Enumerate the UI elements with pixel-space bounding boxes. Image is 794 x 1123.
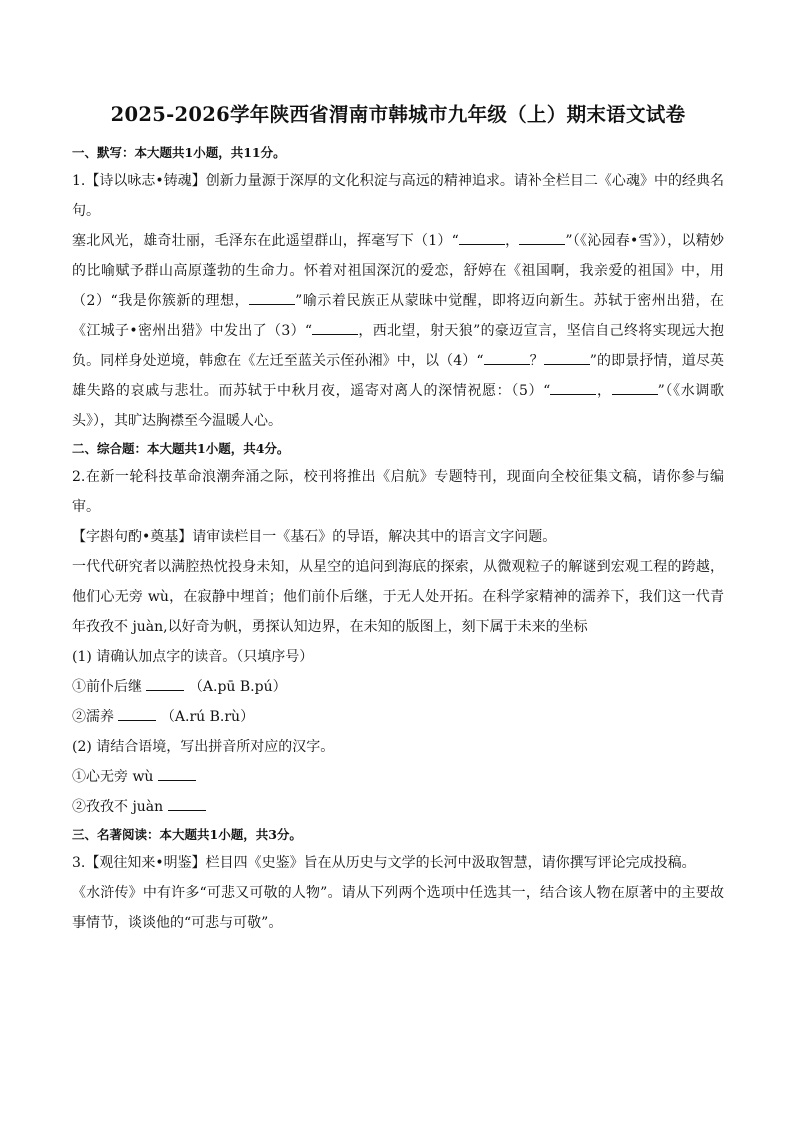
answer-blank-5b[interactable] bbox=[612, 380, 658, 395]
question-2-part-1: (1) 请确认加点字的读音。（只填序号） bbox=[72, 649, 314, 665]
question-2-part-2b bbox=[72, 792, 724, 822]
q2-1b-options: （A.rú B.rù） bbox=[156, 709, 255, 725]
question-3-text: 《水浒传》中有许多“可悲又可敬的人物”。请从下列两个选项中任选其一，结合该人物在原著中的主要故事情节，谈谈他的“可悲与可敬”。 bbox=[72, 885, 724, 931]
question-2-part-1b bbox=[72, 702, 724, 732]
answer-blank-1b[interactable] bbox=[519, 230, 565, 245]
q2-1a-options: （A.pū B.pú） bbox=[184, 679, 287, 695]
q1-text-1b: ， bbox=[504, 233, 520, 249]
q1-text-7: ”（《水调歌头》），其旷达胸襟至今温暖人心。 bbox=[72, 383, 725, 429]
q2-1b-label: ②濡养 bbox=[72, 709, 119, 725]
section-2-heading: 二、综合题：本大题共1小题，共4分。 bbox=[72, 441, 290, 456]
answer-blank-q2-2a[interactable] bbox=[158, 766, 196, 781]
question-2-passage: 一代代研究者以满腔热忱投身未知，从星空的追问到海底的探索，从微观粒子的解谜到宏观工程的跨越，他们心无旁 wù，在寂静中埋首；他们前仆后继，于无人处开拓。在科学家精神的濡养下，我们这一代青年孜孜不 juàn,以好奇为帆，勇探认知边界，在未知的版图上，刻下属于未来的坐标 bbox=[72, 559, 724, 635]
answer-blank-2[interactable] bbox=[249, 290, 295, 305]
question-2-part-2: (2) 请结合语境，写出拼音所对应的汉字。 bbox=[72, 739, 335, 755]
answer-blank-4a[interactable] bbox=[484, 350, 530, 365]
exam-page bbox=[72, 100, 724, 938]
q1-text-5: ”的即景抒情，道尽英雄失路的哀戚与悲壮。而苏轼于中秋月夜，遥寄对离人的深情祝愿：（5）“ bbox=[72, 353, 724, 399]
q1-text-1c: ”（《沁园春•雪》），以精妙的比喻赋予群山高原蓬勃的生命力。怀着对祖国深沉的爱恋，舒婷在《祖国啊，我亲爱的祖国》中，用（2）“我是你簇新的理想， bbox=[72, 233, 724, 309]
q1-text-6: ， bbox=[596, 383, 612, 399]
section-3-heading: 三、名著阅读：本大题共1小题，共3分。 bbox=[72, 827, 302, 842]
answer-blank-q2-1a[interactable] bbox=[146, 676, 184, 691]
q2-1a-label: ①前仆后继 bbox=[72, 679, 147, 695]
question-1-intro: 1.【诗以咏志•铸魂】创新力量源于深厚的文化积淀与高远的精神追求。请补全栏目二《心魂》中的经典名句。 bbox=[72, 173, 724, 219]
exam-title: 2025-2026学年陕西省渭南市韩城市九年级（上）期末语文试卷 bbox=[110, 103, 686, 126]
q1-text-3: ，西北望，射天狼”的豪迈宣言，坚信自己终将实现远大抱负。同样身处逆境，韩愈在《左迁至蓝关示侄孙湘》中，以（4）“ bbox=[72, 323, 724, 369]
section-1-heading: 一、默写：本大题共1小题，共11分。 bbox=[72, 145, 286, 160]
question-1-body bbox=[72, 226, 724, 436]
answer-blank-1a[interactable] bbox=[459, 230, 505, 245]
answer-blank-3[interactable] bbox=[312, 320, 358, 335]
question-2-part-1a bbox=[72, 672, 724, 702]
q1-text-2: ”喻示着民族正从蒙昧中觉醒，即将迈向新生。苏轼于密州出猎，在《江城子•密州出猎》中发出了（3）“ bbox=[72, 293, 724, 339]
question-3-intro: 3.【观往知来•明鉴】栏目四《史鉴》旨在从历史与文学的长河中汲取智慧，请你撰写评论完成投稿。 bbox=[72, 855, 696, 871]
answer-blank-5a[interactable] bbox=[550, 380, 596, 395]
q1-text-1: 塞北风光，雄奇壮丽，毛泽东在此遥望群山，挥毫写下（1）“ bbox=[72, 233, 459, 249]
question-2-sub-intro: 【字斟句酌•奠基】请审读栏目一《基石》的导语，解决其中的语言文字问题。 bbox=[72, 529, 557, 545]
question-2-intro: 2.在新一轮科技革命浪潮奔涌之际，校刊将推出《启航》专题特刊，现面向全校征集文稿，请你参与编审。 bbox=[72, 469, 724, 515]
answer-blank-q2-1b[interactable] bbox=[118, 706, 156, 721]
q1-text-4: ？ bbox=[529, 353, 544, 369]
question-2-part-2a bbox=[72, 762, 724, 792]
answer-blank-4b[interactable] bbox=[544, 350, 590, 365]
answer-blank-q2-2b[interactable] bbox=[168, 796, 206, 811]
q2-2a-label: ①心无旁 wù bbox=[72, 769, 158, 785]
q2-2b-label: ②孜孜不 juàn bbox=[72, 799, 168, 815]
